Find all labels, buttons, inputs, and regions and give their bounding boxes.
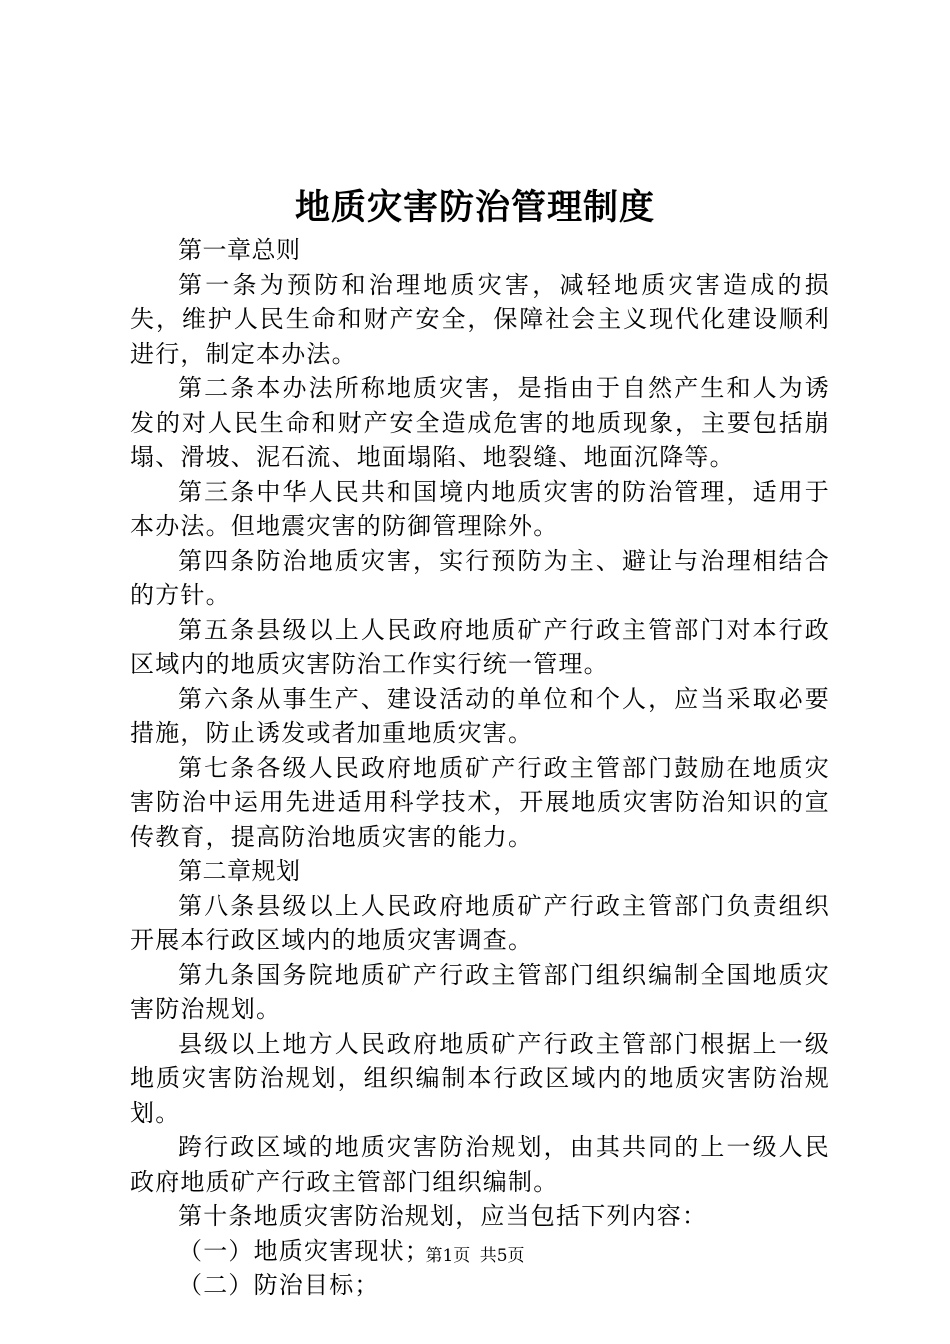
document-body [130,233,830,1303]
list-item: （二）防治目标； [178,1271,380,1299]
article-paragraph: 第二条本办法所称地质灾害，是指由于自然产生和人为诱发的对人民生命和财产安全造成危害的地质现象，主要包括崩塌、滑坡、泥石流、地面塌陷、地裂缝、地面沉降等。 [130,374,830,471]
chapter-heading: 第一章总则 [178,236,301,264]
total-pages: 共5页 [479,1246,525,1266]
page-number: 第1页 [425,1246,471,1266]
article-paragraph: 第七条各级人民政府地质矿产行政主管部门鼓励在地质灾害防治中运用先进适用科学技术，开展地质灾害防治知识的宣传教育，提高防治地质灾害的能力。 [130,753,830,851]
list-item: （一）地质灾害现状； [178,1236,430,1265]
article-paragraph: 第八条县级以上人民政府地质矿产行政主管部门负责组织开展本行政区域内的地质灾害调查。 [130,891,830,954]
document-title: 地质灾害防治管理制度 [294,187,655,228]
chapter-heading: 第二章规划 [178,857,301,885]
page-footer [0,1244,950,1268]
article-paragraph: 第四条防治地质灾害，实行预防为主、避让与治理相结合的方针。 [130,546,830,609]
article-paragraph: 跨行政区域的地质灾害防治规划，由其共同的上一级人民政府地质矿产行政主管部门组织编制。 [130,1133,830,1196]
article-paragraph: 县级以上地方人民政府地质矿产行政主管部门根据上一级地质灾害防治规划，组织编制本行政区域内的地质灾害防治规划。 [130,1029,830,1127]
article-paragraph: 第一条为预防和治理地质灾害，减轻地质灾害造成的损失，维护人民生命和财产安全，保障社会主义现代化建设顺利进行，制定本办法。 [130,270,830,368]
article-paragraph: 第十条地质灾害防治规划，应当包括下列内容： [178,1202,708,1230]
article-paragraph: 第三条中华人民共和国境内地质灾害的防治管理，适用于本办法。但地震灾害的防御管理除外。 [130,477,830,540]
article-paragraph: 第五条县级以上人民政府地质矿产行政主管部门对本行政区域内的地质灾害防治工作实行统一管理。 [130,615,830,678]
article-paragraph: 第九条国务院地质矿产行政主管部门组织编制全国地质灾害防治规划。 [130,960,830,1023]
article-paragraph: 第六条从事生产、建设活动的单位和个人，应当采取必要措施，防止诱发或者加重地质灾害。 [130,684,830,747]
